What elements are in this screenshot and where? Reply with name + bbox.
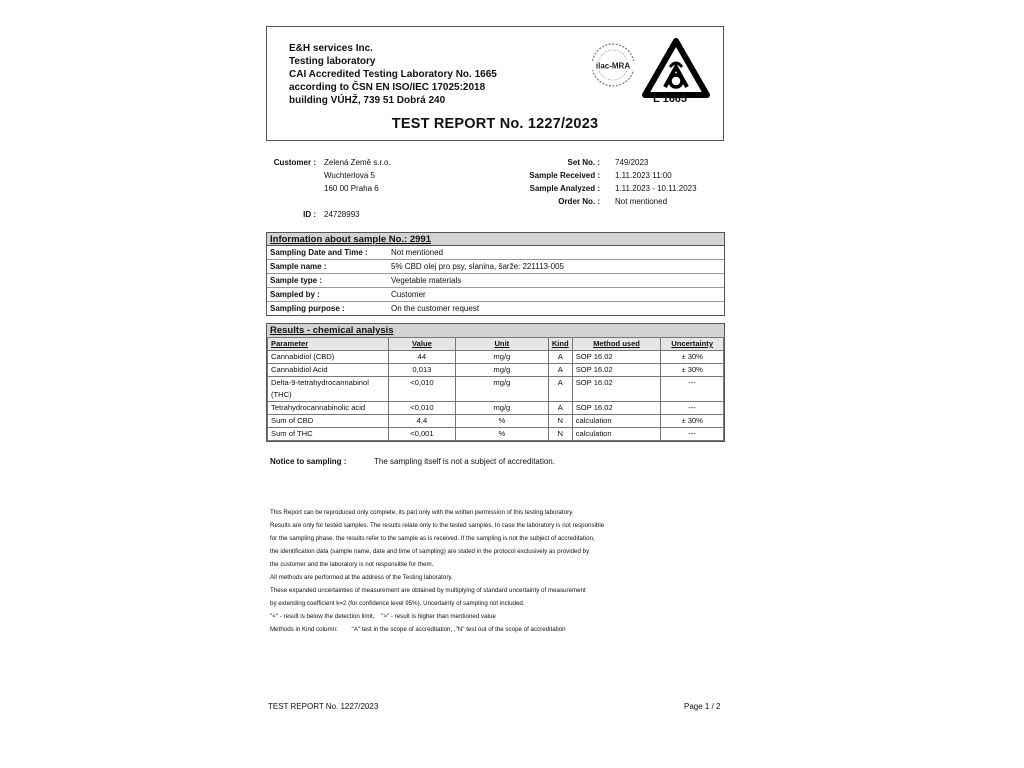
- col-header-value: Value: [388, 338, 455, 351]
- cell-kind: N: [548, 415, 572, 428]
- info-label: Sampling Date and Time :: [270, 248, 368, 257]
- col-header-uncertainty: Uncertainty: [661, 338, 724, 351]
- info-row: [267, 260, 724, 274]
- results-heading: Results - chemical analysis: [267, 324, 724, 337]
- cell-parameter: Sum of CBD: [268, 415, 389, 428]
- cell-uncertainty: ± 30%: [661, 364, 724, 377]
- cell-unit: mg/g: [455, 364, 548, 377]
- cell-uncertainty: ± 30%: [661, 415, 724, 428]
- info-label: Sample type :: [270, 276, 323, 285]
- customer-street: Wuchterlova 5: [324, 171, 375, 180]
- page-number: Page 1 / 2: [684, 702, 721, 711]
- footnote-line: These expanded uncertainties of measurement are obtained by multiplying of standard uncertainty of measurement: [270, 587, 586, 594]
- sample-analyzed-label: Sample Analyzed :: [529, 184, 600, 193]
- info-value: Not mentioned: [391, 248, 444, 257]
- cell-value: <0,010: [388, 402, 455, 415]
- notice-label: Notice to sampling :: [270, 457, 347, 466]
- notice-text: The sampling itself is not a subject of accreditation.: [374, 457, 555, 466]
- ilac-mra-logo: [589, 41, 637, 89]
- cell-parameter: Sum of THC: [268, 428, 389, 441]
- cell-unit: mg/g: [455, 402, 548, 415]
- cell-unit: %: [455, 428, 548, 441]
- footnote-line: for the sampling phase, the results refer to the sample as is received. If the sampling is not the subject of accreditation,: [270, 535, 595, 542]
- cell-value: <0,001: [388, 428, 455, 441]
- cell-value: 44: [388, 351, 455, 364]
- col-header-unit: Unit: [455, 338, 548, 351]
- table-row: [268, 351, 724, 364]
- cell-parameter: Delta-9-tetrahydrocannabinol (THC): [268, 377, 389, 402]
- cell-value: 4,4: [388, 415, 455, 428]
- cell-value: 0,013: [388, 364, 455, 377]
- set-number-label: Set No. :: [567, 158, 600, 167]
- report-title: TEST REPORT No. 1227/2023: [391, 116, 599, 132]
- cell-kind: A: [548, 364, 572, 377]
- lab-name: E&H services Inc.: [289, 43, 373, 54]
- cell-uncertainty: ---: [661, 402, 724, 415]
- info-row: [267, 302, 724, 315]
- info-value: Customer: [391, 290, 426, 299]
- lab-standard: according to ČSN EN ISO/IEC 17025:2018: [289, 82, 486, 93]
- sample-received-value: 1.11.2023 11:00: [615, 171, 672, 180]
- table-row: [268, 428, 724, 441]
- footnote-line: All methods are performed at the address of the Testing laboratory.: [270, 574, 453, 581]
- footnote-line: Methods in Kind column: "A" test in the scope of accreditation, ,"N" test out of the scope of accreditation: [270, 626, 566, 633]
- info-label: Sampled by :: [270, 290, 320, 299]
- cell-uncertainty: ---: [661, 377, 724, 402]
- cai-logo-code: L 1665: [653, 93, 688, 105]
- info-value: Vegetable materials: [391, 276, 462, 285]
- cell-unit: mg/g: [455, 351, 548, 364]
- customer-id-label: ID :: [303, 210, 316, 219]
- footnote-line: "<" - result is below the detection limit, ">" - result is higher than mentioned value: [270, 613, 496, 620]
- footnote-line: by extending coefficient k=2 (for confidence level 95%). Uncertainty of sampling not included.: [270, 600, 525, 607]
- table-row: [268, 377, 724, 402]
- page-footer-title: TEST REPORT No. 1227/2023: [268, 702, 379, 711]
- results-table: [266, 323, 725, 442]
- cell-method: calculation: [572, 428, 661, 441]
- col-header-method: Method used: [572, 338, 661, 351]
- table-row: [268, 364, 724, 377]
- footnote-line: the identification data (sample name, date and time of sampling) are stated in the protocol exclusively as provided by: [270, 548, 590, 555]
- set-number-value: 749/2023: [615, 158, 649, 167]
- results-header-row: [268, 338, 724, 351]
- order-number-value: Not mentioned: [615, 197, 668, 206]
- cell-method: SOP 16.02: [572, 402, 661, 415]
- ilac-logo-text: ilac-MRA: [595, 61, 631, 71]
- footnote-line: Results are only for tested samples. The results relate only to the tested samples. In case the laboratory is not responsible: [270, 522, 605, 529]
- customer-id: 24728993: [324, 210, 360, 219]
- cell-parameter: Tetrahydrocannabinolic acid: [268, 402, 389, 415]
- table-row: [268, 402, 724, 415]
- cell-uncertainty: ± 30%: [661, 351, 724, 364]
- order-number-label: Order No. :: [558, 197, 600, 206]
- cell-kind: A: [548, 377, 572, 402]
- cell-uncertainty: ---: [661, 428, 724, 441]
- info-row: [267, 246, 724, 260]
- col-header-kind: Kind: [548, 338, 572, 351]
- customer-label: Customer :: [273, 158, 316, 167]
- sample-received-label: Sample Received :: [529, 171, 600, 180]
- info-value: On the customer request: [391, 304, 480, 313]
- table-row: [268, 415, 724, 428]
- info-label: Sampling purpose :: [270, 304, 345, 313]
- info-row: [267, 288, 724, 302]
- cell-kind: A: [548, 351, 572, 364]
- sample-analyzed-value: 1.11.2023 - 10.11.2023: [615, 184, 697, 193]
- cell-parameter: Cannabidiol (CBD): [268, 351, 389, 364]
- cell-unit: %: [455, 415, 548, 428]
- footnote-line: This Report can be reproduced only complete, its part only with the written permission of this testing laboratory.: [270, 509, 574, 516]
- customer-name: Zelená Země s.r.o.: [324, 158, 391, 167]
- info-label: Sample name :: [270, 262, 327, 271]
- lab-address: building VÚHŽ, 739 51 Dobrá 240: [289, 95, 446, 106]
- col-header-parameter: Parameter: [268, 338, 389, 351]
- report-header: [266, 26, 724, 141]
- sample-info-heading: Information about sample No.: 2991: [267, 233, 724, 246]
- cell-value: <0,010: [388, 377, 455, 402]
- cell-kind: A: [548, 402, 572, 415]
- cell-parameter: Cannabidiol Acid: [268, 364, 389, 377]
- footnote-line: the customer and the laboratory is not responsible for them.: [270, 561, 434, 568]
- sample-info-table: [266, 232, 725, 316]
- lab-type: Testing laboratory: [289, 56, 376, 67]
- results-grid: [267, 337, 724, 441]
- cell-method: SOP 16.02: [572, 377, 661, 402]
- cell-kind: N: [548, 428, 572, 441]
- customer-city: 160 00 Praha 6: [324, 184, 379, 193]
- lab-accreditation: CAI Accredited Testing Laboratory No. 1665: [289, 69, 497, 80]
- info-value: 5% CBD olej pro psy, slanina, šarže: 221113-005: [391, 262, 564, 271]
- cell-method: SOP 16.02: [572, 351, 661, 364]
- info-row: [267, 274, 724, 288]
- cell-unit: mg/g: [455, 377, 548, 402]
- cell-method: calculation: [572, 415, 661, 428]
- cell-method: SOP 16.02: [572, 364, 661, 377]
